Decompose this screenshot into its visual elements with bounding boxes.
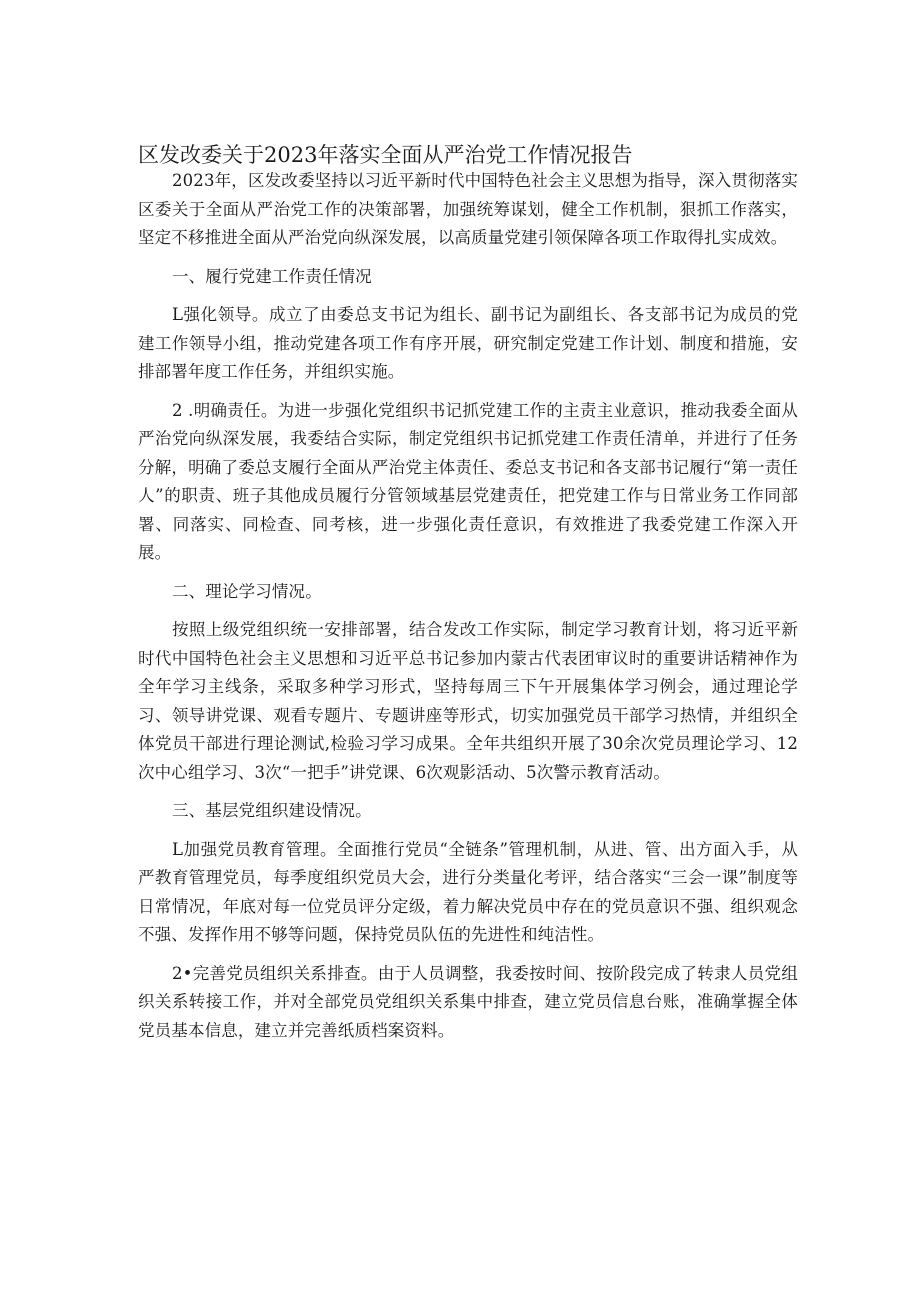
- section-3-paragraph-2: 2•完善党员组织关系排查。由于人员调整，我委按时间、按阶段完成了转隶人员党组织关系转接工作，并对全部党员党组织关系集中排查，建立党员信息台账，准确掌握全体党员基本信息，建立并完善纸质档案资料。: [138, 963, 798, 1040]
- section-3-paragraph-1: L加强党员教育管理。全面推行党员“全链条”管理机制，从进、管、出方面入手，从严教育管理党员，每季度组织党员大会，进行分类量化考评，结合落实“三会一课”制度等日常情况，年底对每一位党员评分定级，着力解决党员中存在的党员意识不强、组织观念不强、发挥作用不够等问题，保持党员队伍的先进性和纯洁性。: [138, 839, 798, 944]
- document-title: 区发改委关于2023年落实全面从严治党工作情况报告: [138, 143, 633, 167]
- section-heading-1: 一、履行党建工作责任情况: [172, 266, 372, 286]
- intro-paragraph: 2023年，区发改委坚持以习近平新时代中国特色社会主义思想为指导，深入贯彻落实区委关于全面从严治党工作的决策部署，加强统筹谋划，健全工作机制，狠抓工作落实，坚定不移推进全面从严治党向纵深发展，以高质量党建引领保障各项工作取得扎实成效。: [138, 171, 798, 247]
- section-heading-2: 二、理论学习情况。: [172, 581, 322, 601]
- section-2-paragraph-1: 按照上级党组织统一安排部署，结合发改工作实际，制定学习教育计划，将习近平新时代中国特色社会主义思想和习近平总书记参加内蒙古代表团审议时的重要讲话精神作为全年学习主线条，采取多种学习形式，坚持每周三下午开展集体学习例会，通过理论学习、领导讲党课、观看专题片、专题讲座等形式，切实加强党员干部学习热情，并组织全体党员干部进行理论测试,检验习学习成果。全年共组织开展了30余次党员理论学习、12次中心组学习、3次“一把手”讲党课、6次观影活动、5次警示教育活动。: [138, 620, 798, 782]
- section-1-paragraph-2: 2 .明确责任。为进一步强化党组织书记抓党建工作的主责主业意识，推动我委全面从严治党向纵深发展，我委结合实际，制定党组织书记抓党建工作责任清单，并进行了任务分解，明确了委总支履行全面从严治党主体责任、委总支书记和各支部书记履行“第一责任人”的职责、班子其他成员履行分管领域基层党建责任，把党建工作与日常业务工作同部署、同落实、同检查、同考核，进一步强化责任意识，有效推进了我委党建工作深入开展。: [138, 400, 798, 562]
- section-1-paragraph-1: L强化领导。成立了由委总支书记为组长、副书记为副组长、各支部书记为成员的党建工作领导小组，推动党建各项工作有序开展，研究制定党建工作计划、制度和措施，安排部署年度工作任务，并组织实施。: [138, 305, 798, 381]
- section-heading-3: 三、基层党组织建设情况。: [172, 801, 372, 820]
- document-body: [138, 165, 798, 1045]
